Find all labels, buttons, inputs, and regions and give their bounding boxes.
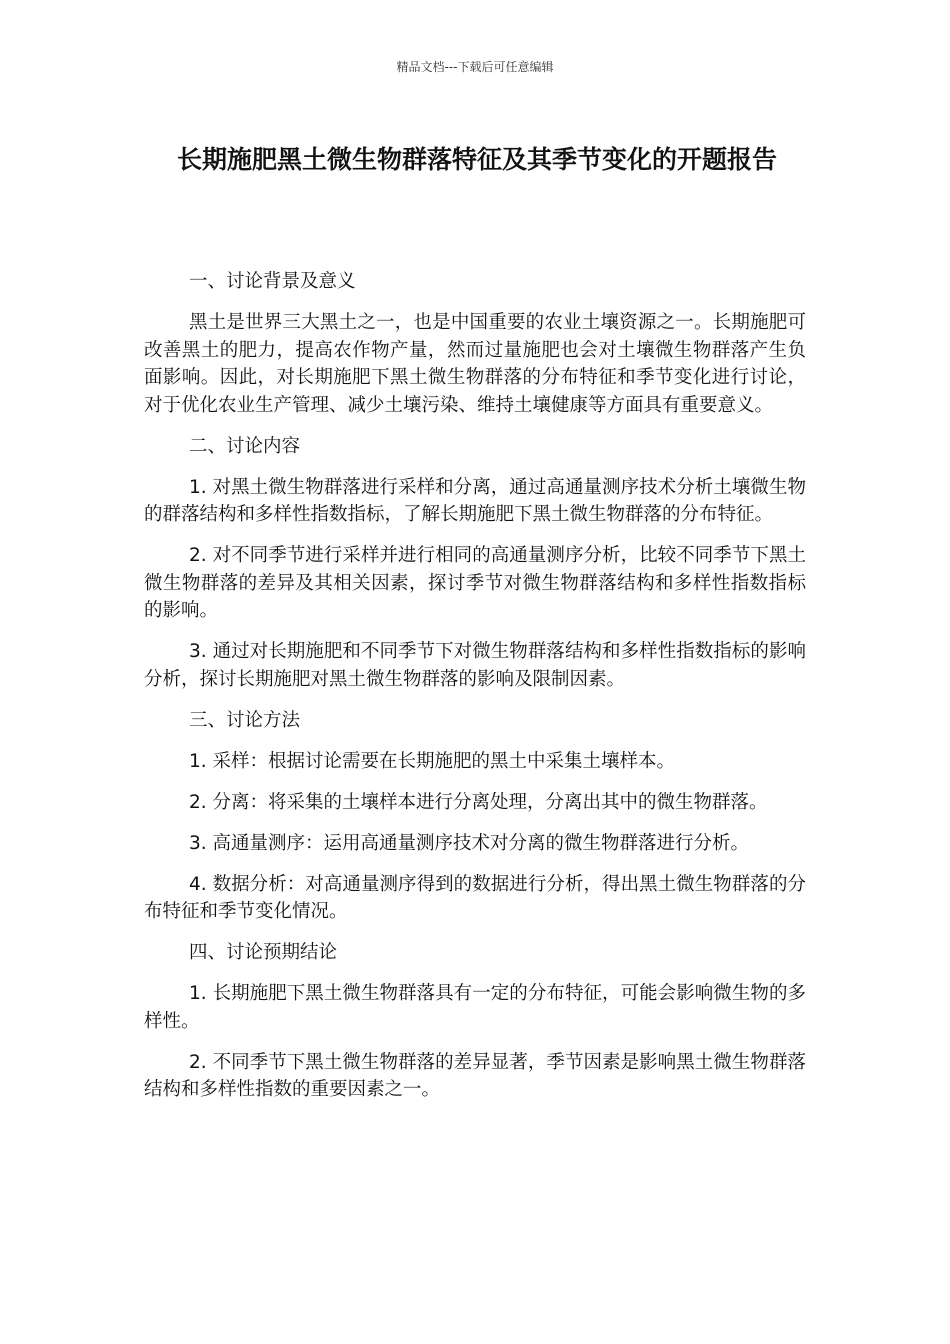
method-item-3: 3. 高通量测序：运用高通量测序技术对分离的微生物群落进行分析。 (189, 832, 750, 854)
document-body (144, 268, 806, 1117)
method-item-1: 1. 采样：根据讨论需要在长期施肥的黑土中采集土壤样本。 (189, 750, 676, 772)
section-heading-content: 二、讨论内容 (189, 435, 301, 457)
section-heading-methods: 三、讨论方法 (189, 709, 301, 731)
content-item-1: 1. 对黑土微生物群落进行采样和分离，通过高通量测序技术分析土壤微生物的群落结构和多样性指数指标，了解长期施肥下黑土微生物群落的分布特征。 (144, 476, 806, 525)
section-heading-conclusions: 四、讨论预期结论 (189, 942, 338, 963)
header-note: 精品文档---下载后可任意编辑 (396, 60, 554, 74)
background-paragraph: 黑土是世界三大黑土之一，也是中国重要的农业土壤资源之一。长期施肥可改善黑土的肥力，提高农作物产量，然而过量施肥也会对土壤微生物群落产生负面影响。因此，对长期施肥下黑土微生物群落的分布特征和季节变化进行讨论，对于优化农业生产管理、减少土壤污染、维持土壤健康等方面具有重要意义。 (144, 312, 806, 416)
conclusion-item-1: 1. 长期施肥下黑土微生物群落具有一定的分布特征，可能会影响微生物的多样性。 (144, 983, 806, 1032)
method-item-2: 2. 分离：将采集的土壤样本进行分离处理，分离出其中的微生物群落。 (189, 791, 768, 813)
document-title: 长期施肥黑土微生物群落特征及其季节变化的开题报告 (176, 145, 777, 174)
conclusion-item-2: 2. 不同季节下黑土微生物群落的差异显著，季节因素是影响黑土微生物群落结构和多样性指数的重要因素之一。 (144, 1051, 806, 1100)
section-heading-background: 一、讨论背景及意义 (189, 271, 356, 292)
content-item-2: 2. 对不同季节进行采样并进行相同的高通量测序分析，比较不同季节下黑土微生物群落的差异及其相关因素，探讨季节对微生物群落结构和多样性指数指标的影响。 (144, 545, 806, 621)
method-item-4: 4. 数据分析：对高通量测序得到的数据进行分析，得出黑土微生物群落的分布特征和季节变化情况。 (144, 873, 806, 922)
content-item-3: 3. 通过对长期施肥和不同季节下对微生物群落结构和多样性指数指标的影响分析，探讨长期施肥对黑土微生物群落的影响及限制因素。 (144, 641, 806, 690)
